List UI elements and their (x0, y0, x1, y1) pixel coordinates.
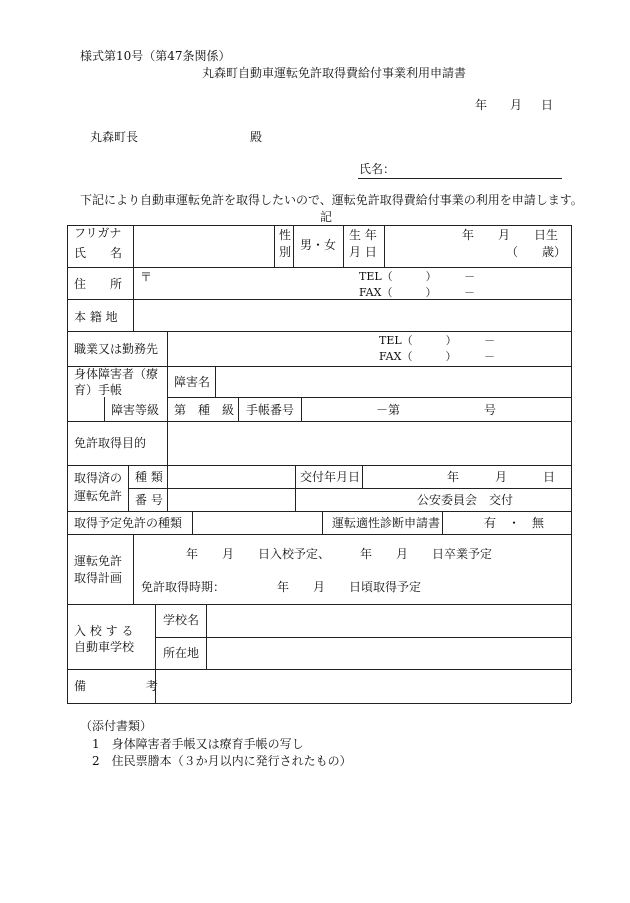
address-label: 住 所 (74, 277, 123, 291)
acquired-license-label-top: 取得済の (74, 471, 123, 485)
work-tel-field[interactable]: TEL（ ） － (379, 334, 496, 347)
attachments-heading: （添付書類） (80, 719, 153, 733)
sex-label-bottom: 別 (279, 245, 292, 259)
plan-acquisition[interactable]: 年 月 日頃取得予定 (277, 580, 422, 594)
work-fax-field[interactable]: FAX（ ） － (379, 350, 495, 363)
honorific: 殿 (250, 130, 263, 144)
birth-label-top: 生 年 (349, 228, 377, 242)
tel-field[interactable]: TEL（ ） － (359, 270, 476, 283)
date-year: 年 (475, 98, 488, 112)
handbook-label-top: 身体障害者（療 (74, 367, 159, 381)
plan-label-bottom: 取得計画 (74, 571, 123, 585)
attachment-item: 1 身体障害者手帳又は療育手帳の写し (92, 737, 304, 751)
date-day: 日 (541, 98, 554, 112)
furigana-label: フリガナ (74, 226, 122, 240)
plan-label-top: 運転免許 (74, 554, 123, 568)
handbook-label-bottom: 育）手帳 (74, 383, 123, 397)
form-number: 様式第10号（第47条関係） (80, 49, 231, 63)
date-month: 月 (510, 98, 523, 112)
sex-options[interactable]: 男・女 (300, 238, 337, 252)
domicile-label: 本 籍 地 (74, 310, 118, 324)
age-field[interactable]: （ 歳） (506, 245, 567, 259)
remarks-label: 備 考 (74, 679, 159, 693)
birth-date[interactable]: 年 月 日生 (462, 228, 559, 242)
document-title: 丸森町自動車運転免許取得費給付事業利用申請書 (202, 66, 467, 80)
issue-date-value[interactable]: 年 月 日 (447, 470, 556, 484)
plan-time-label: 免許取得時期： (141, 580, 226, 594)
school-address-label: 所在地 (163, 646, 200, 660)
school-label-top: 入 校 す る (74, 624, 134, 638)
disability-grade-label: 障害等級 (111, 403, 160, 417)
planned-license-label: 取得予定免許の種類 (74, 516, 183, 530)
addressee: 丸森町長 (90, 130, 139, 144)
disability-name-label: 障害名 (174, 375, 211, 389)
license-kind-label: 種 類 (135, 470, 163, 484)
ki-mark: 記 (320, 210, 333, 224)
sex-label-top: 性 (279, 228, 292, 242)
birth-label-bottom: 月 日 (349, 245, 377, 259)
issue-date-label: 交付年月日 (300, 470, 361, 484)
handbook-number-label: 手帳番号 (246, 403, 295, 417)
aptitude-options[interactable]: 有 ・ 無 (484, 516, 545, 530)
commission-issue: 公安委員会 交付 (417, 493, 514, 507)
acquired-license-label-bottom: 運転免許 (74, 489, 123, 503)
school-name-label: 学校名 (163, 613, 200, 627)
school-label-bottom: 自動車学校 (74, 640, 135, 654)
application-statement: 下記により自動車運転免許を取得したいので、運転免許取得費給付事業の利用を申請します。 (80, 193, 583, 207)
fax-field[interactable]: FAX（ ） － (359, 286, 475, 299)
occupation-label: 職業又は勤務先 (74, 342, 159, 356)
aptitude-label: 運転適性診断申請書 (332, 516, 441, 530)
applicant-name-label: 氏名： (359, 162, 396, 176)
license-number-label: 番 号 (135, 493, 163, 507)
purpose-label: 免許取得目的 (74, 436, 147, 450)
attachment-item: 2 住民票謄本（３か月以内に発行されたもの） (92, 754, 352, 768)
plan-schedule[interactable]: 年 月 日入校予定、 年 月 日卒業予定 (186, 547, 493, 561)
grade-value[interactable]: 第 種 級 (174, 403, 235, 417)
name-label: 氏 名 (74, 246, 123, 260)
postal-mark: 〒 (140, 270, 153, 284)
handbook-number-value[interactable]: －第 号 (376, 403, 497, 417)
